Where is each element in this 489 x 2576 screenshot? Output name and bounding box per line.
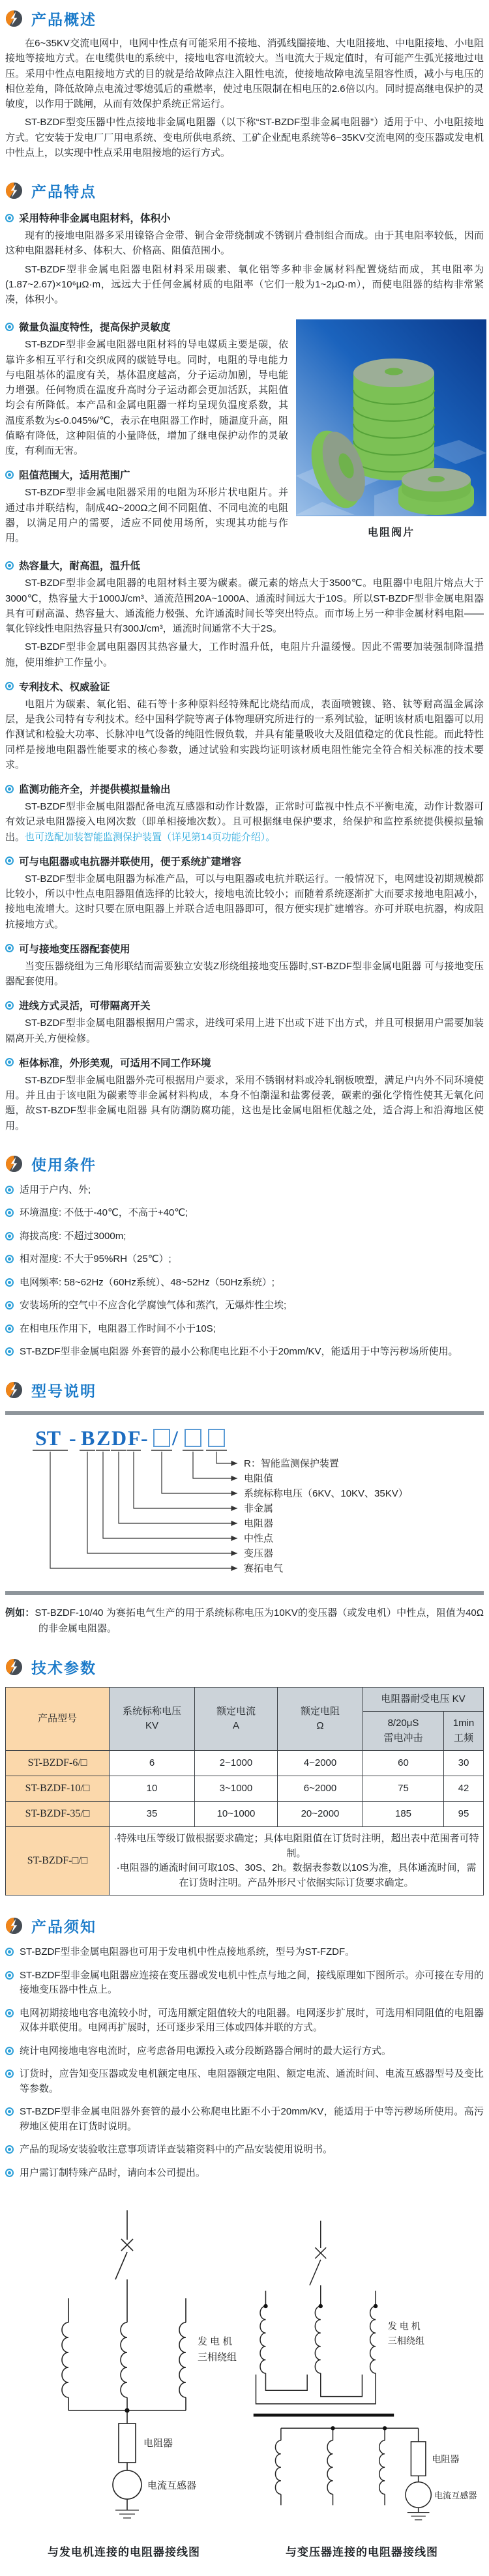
model-code-dash2: - bbox=[141, 1426, 148, 1450]
ring-bullet-icon bbox=[5, 2107, 14, 2116]
col-header-current: 额定电流 A bbox=[195, 1687, 278, 1751]
col-header-withstand: 电阻器耐受电压 KV bbox=[363, 1687, 484, 1712]
feature-paragraph: 电阻片为碳素、氧化铝、硅石等十多种原料经特殊配比烧结而成，表面喷镀镍、铬、钛等耐高温金属涂层，是我公司特有专利技术。经中国科学院等离子体物理研究所进行的一系列试验，证明该材质电阻器可以用作测试和检验大功率、长脉冲电气设备的纯阻性假负载，并具有能量吸收大及阻值稳定的优良性能。而此特性同样是接地电阻器性能要求的核心参数，通过试验和实践均证明该材质电阻性能完全符合相关标准的技术要求。 bbox=[5, 698, 484, 770]
ring-bullet-icon bbox=[5, 2169, 14, 2177]
note-item: 订货时，应告知变压器或发电机额定电压、电阻器额定电阻、额定电流、通流时间、电流互感器型号及变比等参数。 bbox=[5, 2067, 484, 2096]
note-item: 用户需订制特殊产品时，请向本公司提出。 bbox=[5, 2166, 484, 2181]
feature-paragraph: ST-BZDF型非金属电阻器电阻材料采用碳素、氧化铝等多种非金属材料配置烧结而成，其电阻率为(1.87~2.67)×10⁶μΩ·m，远远大于任何金属材质的电阻率（它们一般为1~2μΩ·m），而使电阻器的结构非常紧凑，体积小。 bbox=[5, 263, 484, 305]
ring-bullet-icon bbox=[5, 785, 14, 793]
ring-bullet-icon bbox=[5, 1301, 14, 1310]
section-title-overview: 产品概述 bbox=[31, 11, 96, 28]
cell-impulse: 60 bbox=[363, 1751, 444, 1776]
transformer-wiring-diagram bbox=[241, 2210, 482, 2559]
cell-resistance: 20~2000 bbox=[278, 1802, 363, 1827]
section-title-model: 型号说明 bbox=[31, 1382, 96, 1399]
section-bullet-icon bbox=[5, 1658, 23, 1676]
generator-diagram-caption: 与发电机连接的电阻器接线图 bbox=[48, 2546, 200, 2559]
ct-label: 电流互感器 bbox=[147, 2480, 197, 2492]
model-code-st: ST bbox=[35, 1426, 61, 1450]
ring-bullet-icon bbox=[5, 682, 14, 690]
section-specs-header bbox=[5, 1656, 484, 1678]
cell-current: 3~1000 bbox=[195, 1776, 278, 1802]
features-right-column bbox=[296, 310, 486, 539]
core-bar bbox=[254, 2414, 394, 2417]
feature-heading-0: 采用特种非金属电阻材料，体积小 bbox=[5, 211, 484, 225]
wiring-diagrams bbox=[5, 2210, 484, 2559]
feature-heading-6: 可与电阻器或电抗器并联使用，便于系统扩建增容 bbox=[5, 854, 484, 868]
model-label-voltage: 系统标称电压（6KV、10KV、35KV） bbox=[244, 1487, 408, 1499]
model-code-b: B bbox=[81, 1426, 95, 1450]
col-header-resistance: 额定电阻 Ω bbox=[278, 1687, 363, 1751]
feature-paragraph: ST-BZDF型非金属电阻器因其热容量大，工作时温升低，电阻片升温缓慢。因此不需要加装强制降温措施，使用维护工作量小。 bbox=[5, 641, 484, 668]
overview-paragraph-1: 在6~35KV交流电网中，电网中性点有可能采用不接地、消弧线圈接地、大电阻接地、中电阻接地、小电阻接地等接地方式。在电缆供电的系统中，接地电容电流较大。当电流大于规定值时，有可能产生弧光接地过电压。采用中性点电阻接地方式的目的就是给故障点注入阻性电流，使接地故障电流呈阻容性质，减小与电压的相位差角，降低故障点电流过零熄弧后的重燃率，使过电压限制在相电压的2.6倍以内。同时提高继电保护的灵敏度，以作用于跳闸，从而有效保护系统正常运行。 bbox=[5, 38, 484, 110]
model-code-diagram bbox=[5, 1426, 484, 1581]
ct-label: 电流互感器 bbox=[434, 2491, 477, 2501]
model-code-slash: / bbox=[172, 1426, 178, 1450]
photo-caption: 电阻阀片 bbox=[367, 527, 415, 539]
section-bullet-icon bbox=[5, 1155, 23, 1173]
note-item: ST-BZDF型非金属电阻器应连接在变压器或发电机中性点与地之间，接线原理如下图所示。亦可接在专用的接地变压器中性点上。 bbox=[5, 1969, 484, 1998]
ring-bullet-icon bbox=[5, 944, 14, 952]
feature-paragraph: ST-BZDF型非金属电阻器外壳可根据用户要求，采用不锈钢材料或冷轧钢板喷塑，满足户内外不同环境使用。并且由于该电阻为碳素等非金属材料构成，本身不怕潮湿和盐雾侵袭，碳素的强化学惰性使其无氧化问题，故ST-BZDF型非金属电阻器 具有防潮防腐功能，这也是比金属电阻柜优越之处，适合海上和沿海地区使用。 bbox=[5, 1074, 484, 1132]
junction-dot bbox=[125, 2408, 129, 2413]
cell-resistance: 6~2000 bbox=[278, 1776, 363, 1802]
ring-bullet-icon bbox=[5, 1325, 14, 1333]
section-title-specs: 技术参数 bbox=[31, 1659, 96, 1676]
cell-voltage: 6 bbox=[110, 1751, 195, 1776]
section-bullet-icon bbox=[5, 1917, 23, 1935]
feature-paragraph: 现有的接地电阻器多采用镍铬合金带、铜合金带绕制或不锈钢片叠制组合而成。由于其电阻率较低，因而这种电阻器耗材多、体积大、价格高、阻值范围小。 bbox=[5, 230, 484, 257]
condition-item: ST-BZDF型非金属电阻器 外套管的最小公称爬电比距不小于20mm/KV，能适用于中等污秽场所使用。 bbox=[5, 1345, 484, 1360]
feature-heading-3: 热容量大，耐高温，温升低 bbox=[5, 558, 484, 572]
features-two-column-area bbox=[5, 310, 484, 549]
condition-item: 相对湿度: 不大于95%RH（25℃）; bbox=[5, 1252, 484, 1267]
ring-bullet-icon bbox=[5, 323, 14, 331]
ring-bullet-icon bbox=[5, 2145, 14, 2154]
table-row bbox=[6, 1776, 484, 1802]
front-disc-pile bbox=[398, 468, 474, 515]
model-label-nonmetal: 非金属 bbox=[244, 1502, 274, 1514]
cell-model: ST-BZDF-10/□ bbox=[6, 1776, 110, 1802]
section-title-features: 产品特点 bbox=[31, 183, 96, 200]
feature-paragraph: ST-BZDF型非金属电阻器为标准产品，可以与电阻器或电抗并联运行。一般情况下，电网建设初期规模都比较小，所以中性点电阻器阻值选择的比较大，接地电流比较小；而随着系统逐渐扩大而要求接地电阻减小，接地电流增大。这时只要在原电阻器上并联合适电阻器即可，很方便实现扩建增容。亦可并联电抗器，构成阻抗接地方式。 bbox=[5, 873, 484, 930]
ring-bullet-icon bbox=[5, 1001, 14, 1010]
ring-bullet-icon bbox=[5, 2047, 14, 2055]
model-label-brand: 赛拓电气 bbox=[244, 1562, 284, 1574]
feature-heading-7: 可与接地变压器配套使用 bbox=[5, 941, 484, 956]
cell-voltage: 10 bbox=[110, 1776, 195, 1802]
ring-bullet-icon bbox=[5, 1058, 14, 1066]
cell-model: ST-BZDF-35/□ bbox=[6, 1802, 110, 1827]
generator-wiring-diagram bbox=[7, 2210, 241, 2559]
special-note-2: ·电阻器的通流时间可取10S、30S、2h。数据表参数以10S为准，具体通流时间，需在订货时注明。产品外形尺寸依据实际订货要求确定。 bbox=[116, 1862, 477, 1888]
overview-paragraph-2: ST-BZDF型变压器中性点接地非金属电阻器（以下称“ST-BZDF型非金属电阻器”）适用于中、小电阻接地方式。它安装于发电厂厂用电系统、变电所供电系统、工矿企业配电系统等6~35KV交流电网的变压器或发电机中性点上，以实现中性点采用电阻接地的运行方式。 bbox=[5, 117, 484, 158]
special-note-1: ·特殊电压等级订做根据要求确定；具体电阻阻值在订货时注明，超出表中范围者可特制。 bbox=[113, 1833, 479, 1859]
smart-monitor-link[interactable]: 也可选配加装智能监测保护装置（详见第14页功能介绍）。 bbox=[25, 831, 276, 843]
feature-paragraph-text: ST-BZDF型非金属电阻器配备电流互感器和动作计数器，正常时可监视中性点不平衡电流，动作计数器可有效记录电阻器接入电网次数（即单相接地次数）。且可根据继电保护要求，给保护和监控系统提供模拟量输出。 bbox=[5, 801, 484, 843]
col-header-model: 产品型号 bbox=[6, 1687, 110, 1751]
cell-model-special: ST-BZDF-□/□ bbox=[6, 1827, 110, 1895]
cell-impulse: 75 bbox=[363, 1776, 444, 1802]
note-item: 电网初期接地电容电流较小时，可选用额定阻值较大的电阻器。电网逐步扩展时，可选用相同阻值的电阻器双体并联使用。电网再扩展时，还可逐步采用三体或四体并联的方式。 bbox=[5, 2006, 484, 2036]
model-label-neutral: 中性点 bbox=[244, 1532, 274, 1544]
ground-icon bbox=[115, 2510, 139, 2518]
section-bullet-icon bbox=[5, 1381, 23, 1399]
feature-heading-2: 阻值范围大，适用范围广 bbox=[5, 467, 288, 482]
ring-bullet-icon bbox=[5, 1208, 14, 1217]
feature-heading-5: 监测功能齐全，并提供模拟量输出 bbox=[5, 782, 484, 796]
note-item: 统计电网接地电容电流时，应考虑备用电源投入或分段断路器合闸时的最大运行方式。 bbox=[5, 2044, 484, 2059]
feature-heading-8: 进线方式灵活，可带隔离开关 bbox=[5, 998, 484, 1012]
condition-item: 在相电压作用下，电阻器工作时间不小于10S; bbox=[5, 1322, 484, 1337]
section-conditions-header bbox=[5, 1153, 484, 1175]
ground-icon bbox=[408, 2513, 430, 2520]
section-title-conditions: 使用条件 bbox=[31, 1156, 96, 1173]
spec-table bbox=[5, 1687, 484, 1896]
cell-current: 10~1000 bbox=[195, 1802, 278, 1827]
condition-item: 环境温度: 不低于-40℃，不高于+40℃; bbox=[5, 1206, 484, 1221]
cell-voltage: 35 bbox=[110, 1802, 195, 1827]
ring-bullet-icon bbox=[5, 856, 14, 865]
generator-winding-label-1: 发 电 机 bbox=[198, 2336, 233, 2348]
ring-bullet-icon bbox=[5, 1186, 14, 1194]
table-row bbox=[6, 1802, 484, 1827]
cell-impulse: 185 bbox=[363, 1802, 444, 1827]
ring-bullet-icon bbox=[5, 2009, 14, 2017]
generator-circuit-lines bbox=[62, 2210, 186, 2510]
model-example-prefix: 例如： bbox=[5, 1607, 35, 1618]
feature-heading-4: 专利技术、权威验证 bbox=[5, 679, 484, 694]
model-tree-lines bbox=[50, 1452, 237, 1568]
cell-resistance: 4~2000 bbox=[278, 1751, 363, 1776]
condition-item: 适用于户内、外; bbox=[5, 1183, 484, 1198]
resistor-disc-photo bbox=[296, 319, 486, 516]
cell-special-notes bbox=[110, 1827, 484, 1895]
ring-bullet-icon bbox=[5, 471, 14, 479]
section-overview-header bbox=[5, 8, 484, 29]
table-row-special bbox=[6, 1827, 484, 1895]
transformer-circuit-lines bbox=[256, 2221, 431, 2513]
model-example-text: ST-BZDF-10/40 为赛拓电气生产的用于系统标称电压为10KV的变压器（或发电机）中性点，阻值为40Ω的非金属电阻器。 bbox=[35, 1607, 484, 1634]
model-label-resistor: 电阻器 bbox=[244, 1517, 274, 1529]
ring-bullet-icon bbox=[5, 1347, 14, 1356]
note-item: ST-BZDF型非金属电阻器外套管的最小公称爬电比距不小于20mm/KV，能适用于中等污秽场所使用。高污秽地区使用在订货时说明。 bbox=[5, 2105, 484, 2134]
condition-item: 海拔高度: 不超过3000m; bbox=[5, 1229, 484, 1244]
cell-freq: 30 bbox=[444, 1751, 484, 1776]
model-label-transformer: 变压器 bbox=[244, 1547, 274, 1559]
ring-bullet-icon bbox=[5, 1255, 14, 1263]
ring-bullet-icon bbox=[5, 1278, 14, 1287]
note-item: 产品的现场安装验收注意事项请详查装箱资料中的产品安装使用说明书。 bbox=[5, 2143, 484, 2158]
note-item: ST-BZDF型非金属电阻器也可用于发电机中性点接地系统，型号为ST-FZDF。 bbox=[5, 1945, 484, 1960]
feature-paragraph: ST-BZDF型非金属电阻器根据用户需求，进线可采用上进下出或下进下出方式，并且可根据用户需要加装隔离开关,方便检修。 bbox=[5, 1017, 484, 1044]
model-code-d: D bbox=[111, 1426, 127, 1450]
divider-bar bbox=[5, 1411, 484, 1415]
model-label-resistance: 电阻值 bbox=[244, 1472, 274, 1484]
ring-bullet-icon bbox=[5, 214, 14, 222]
features-left-column bbox=[5, 310, 288, 549]
feature-heading-9: 柜体标准，外形美观，可适用不同工作环境 bbox=[5, 1055, 484, 1070]
resistor-label: 电阻器 bbox=[143, 2438, 173, 2450]
cell-freq: 95 bbox=[444, 1802, 484, 1827]
model-label-r: R：智能监测保护装置 bbox=[244, 1457, 339, 1469]
feature-paragraph: 当变压器绕组为三角形联结而需要独立安装Z形绕组接地变压器时,ST-BZDF型非金属电阻器 可与接地变压器配套使用。 bbox=[5, 960, 484, 987]
feature-paragraph: ST-BZDF型非金属电阻器电阻材料的导电媒质主要是碳，依靠许多相互平行和交织成网的碳链导电。同时，电阻的导电能力与电阻基体的温度有关，基体温度越高，分子运动加剧，导电能力增强。任何物质在温度升高时分子运动都会更加活跃，其阻值均会有所降低。本产品和金属电阻器一样均呈现负温度系数，其温度系数为≤-0.045%/℃，表示在电阻器工作时，随温度升高，阻值略有降低，这种阻值的小量降低，增加了继电保护动作的灵敏度，有利而无害。 bbox=[5, 339, 288, 456]
feature-heading-1: 微量负温度特性，提高保护灵敏度 bbox=[5, 319, 288, 334]
feature-paragraph: ST-BZDF型非金属电阻器采用的电阻为环形片状电阻片。并通过串并联结构，制成4Ω~200Ω之间不同阻值、不同电流的电阻器，以满足用户的需要，适应不同使用场所，实现其功能与作用。 bbox=[5, 487, 288, 544]
col-header-voltage: 系统标称电压 KV bbox=[110, 1687, 195, 1751]
model-code-f: F bbox=[128, 1426, 141, 1450]
resistor-label: 电阻器 bbox=[432, 2454, 460, 2465]
cell-freq: 42 bbox=[444, 1776, 484, 1802]
ring-bullet-icon bbox=[5, 1971, 14, 1980]
ring-bullet-icon bbox=[5, 2070, 14, 2078]
model-code-dash: - bbox=[69, 1426, 76, 1450]
ring-bullet-icon bbox=[5, 1948, 14, 1956]
transformer-winding-label-2: 三相绕组 bbox=[387, 2335, 425, 2347]
model-code-z: Z bbox=[96, 1426, 111, 1450]
transformer-diagram-caption: 与变压器连接的电阻器接线图 bbox=[286, 2546, 438, 2559]
ring-bullet-icon bbox=[5, 1232, 14, 1240]
section-notes-header bbox=[5, 1915, 484, 1937]
section-features-header bbox=[5, 180, 484, 201]
condition-item: 电网频率: 58~62Hz（60Hz系统）、48~52Hz（50Hz系统）; bbox=[5, 1276, 484, 1291]
divider-bar bbox=[5, 1591, 484, 1595]
cell-model: ST-BZDF-6/□ bbox=[6, 1751, 110, 1776]
col-header-powerfreq: 1min 工频 bbox=[444, 1712, 484, 1751]
disc-stack bbox=[353, 359, 434, 480]
ring-bullet-icon bbox=[5, 561, 14, 570]
generator-winding-label-2: 三相绕组 bbox=[198, 2352, 237, 2364]
model-code-boxes bbox=[154, 1429, 224, 1446]
transformer-winding-label-1: 发 电 机 bbox=[387, 2320, 421, 2332]
condition-item: 安装场所的空气中不应含化学腐蚀气体和蒸汽，无爆炸性尘埃; bbox=[5, 1298, 484, 1313]
col-header-impulse: 8/20μS 雷电冲击 bbox=[363, 1712, 444, 1751]
feature-paragraph: ST-BZDF型非金属电阻器的电阻材料主要为碳素。碳元素的熔点大于3500℃。电阻器中电阻片熔点大于3000℃，热容量大于1000J/cm³、通流范围20A~1000A、通流时间远大于10S。所以ST-BZDF型非金属电阻器具有可耐高温、热容量大、通流能力极强、允许通流时间长等突出特点。而市场上另一种非金属材料电阻——氧化锌线性电阻热容量只有300J/cm³，通流时间通常不大于2S。 bbox=[5, 578, 484, 634]
cell-current: 2~1000 bbox=[195, 1751, 278, 1776]
section-model-header bbox=[5, 1379, 484, 1401]
junction-dots bbox=[263, 2304, 387, 2431]
model-example bbox=[5, 1605, 484, 1637]
section-title-notes: 产品须知 bbox=[31, 1918, 96, 1936]
feature-paragraph-with-link bbox=[5, 799, 484, 845]
section-bullet-icon bbox=[5, 10, 23, 27]
table-row bbox=[6, 1751, 484, 1776]
section-bullet-icon bbox=[5, 182, 23, 199]
